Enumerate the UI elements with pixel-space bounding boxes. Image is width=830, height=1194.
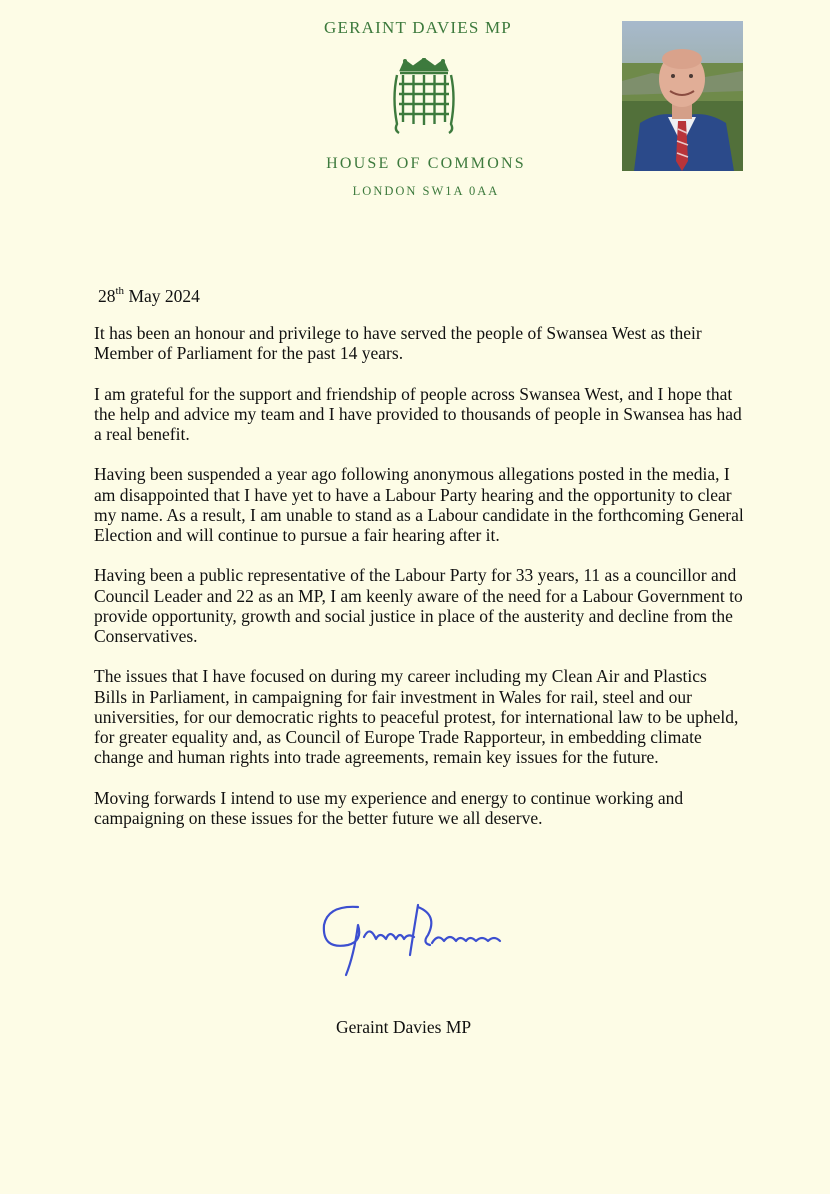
mp-name-heading: GERAINT DAVIES MP (324, 18, 512, 37)
letter-date (98, 286, 200, 307)
signoff-name: Geraint Davies MP (336, 1017, 472, 1037)
letterhead (0, 0, 830, 210)
house-of-commons-heading: HOUSE OF COMMONS (326, 155, 526, 172)
handwritten-signature (318, 895, 513, 985)
date-month-year: May 2024 (128, 286, 200, 306)
letter-body (94, 323, 744, 848)
paragraph-4: Having been a public representative of the Labour Party for 33 years, 11 as a councillor and Council Leader and 22 as an MP, I am keenly aware of the need for a Labour Government to provide opportunity, growth and social justice in place of the austerity and decline from the Conservatives. (94, 565, 743, 646)
letterhead-address: LONDON SW1A 0AA (352, 184, 500, 198)
paragraph-1: It has been an honour and privilege to have served the people of Swansea West as their Member of Parliament for the past 14 years. (94, 323, 702, 364)
paragraph-3: Having been suspended a year ago following anonymous allegations posted in the media, I am disappointed that I have yet to have a Labour Party hearing and the opportunity to clear my name. As a result, I am unable to stand as a Labour candidate in the forthcoming General Election and will continue to pursue a fair hearing after it. (94, 464, 744, 545)
paragraph-6: Moving forwards I intend to use my experience and energy to continue working and campaigning on these issues for the better future we all deserve. (94, 787, 684, 828)
portcullis-crest-icon (391, 58, 457, 134)
date-suffix: th (115, 285, 125, 298)
date-day: 28 (98, 286, 116, 306)
paragraph-5: The issues that I have focused on during my career including my Clean Air and Plastics Bills in Parliament, in campaigning for fair investment in Wales for rail, steel and our universities, for our democratic rights to peaceful protest, for international law to be upheld, for greater equality and, as Council of Europe Trade Rapporteur, in embedding climate change and human rights into trade agreements, remain key issues for the future. (94, 666, 739, 768)
paragraph-2: I am grateful for the support and friendship of people across Swansea West, and I hope that the help and advice my team and I have provided to thousands of people in Swansea has had a real benefit. (94, 383, 742, 444)
mp-portrait-photo (622, 21, 743, 171)
